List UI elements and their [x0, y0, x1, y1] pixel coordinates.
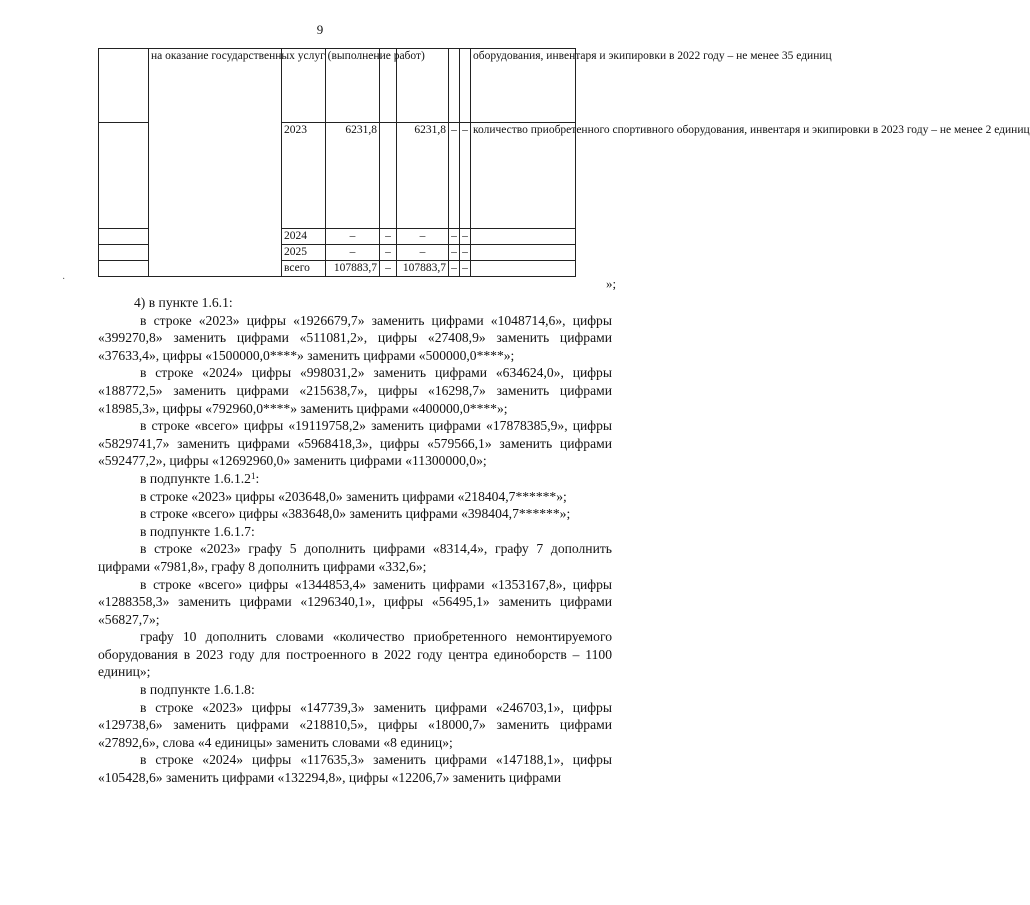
table-cell	[99, 49, 149, 123]
table-cell-dash: –	[326, 229, 380, 245]
paragraph-tail: :	[255, 470, 260, 486]
budget-table	[98, 48, 1030, 277]
amendment-text	[98, 294, 612, 787]
table-cell-total: 107883,7	[326, 261, 380, 277]
paragraph: в подпункте 1.6.1.8:	[140, 682, 255, 698]
table-cell	[471, 261, 576, 277]
table-cell-dash: –	[460, 123, 471, 229]
table-cell-year: 2024	[282, 229, 326, 245]
paragraph-text: в подпункте 1.6.1.2	[140, 470, 251, 486]
table-cell-dash: –	[380, 261, 397, 277]
table-cell-result: оборудования, инвентаря и экипировки в 2022 году – не менее 35 единиц	[471, 49, 576, 123]
paragraph: в строке «всего» цифры «1344853,4» заменить цифрами «1353167,8», цифры «1288358,3» заменить цифрами «1296340,1», цифры «56495,1» заменить цифрами «56827,7»;	[98, 576, 612, 627]
paragraph: в строке «2024» цифры «998031,2» заменить цифрами «634624,0», цифры «188772,5» заменить цифрами «215638,7», цифры «16298,7» заменить цифрами «18985,3», цифры «792960,0****» заменить цифрами «400000,0****»;	[98, 365, 612, 416]
table-cell	[99, 245, 149, 261]
table-cell-dash: –	[326, 245, 380, 261]
paragraph: в строке «всего» цифры «19119758,2» заменить цифрами «17878385,9», цифры «5829741,7» заменить цифрами «5968418,3», цифры «579566,1» заменить цифрами «592477,2», цифры «12692960,0» заменить цифрами «11300000,0»;	[98, 418, 612, 469]
table-cell-purpose: на оказание государственных услуг (выполнение работ)	[149, 49, 282, 277]
table-cell	[460, 49, 471, 123]
footnote-superscript: 1	[250, 470, 256, 481]
table-cell	[99, 261, 149, 277]
table-cell-dash: –	[449, 261, 460, 277]
paragraph: в строке «2023» цифры «147739,3» заменить цифрами «246703,1», цифры «129738,6» заменить цифрами «218810,5», цифры «18000,7» заменить цифрами «27892,6», слова «4 единицы» заменить словами «8 единиц»;	[98, 699, 612, 750]
page-number: 9	[316, 22, 324, 37]
table-cell-dash: –	[397, 245, 449, 261]
table-cell-year: 2025	[282, 245, 326, 261]
paragraph: в строке «2024» цифры «117635,3» заменить цифрами «147188,1», цифры «105428,6» заменить цифрами «132294,8», цифры «12206,7» заменить цифрами	[98, 752, 612, 786]
table-cell-total: 6231,8	[326, 123, 380, 229]
table-cell-dash: –	[380, 229, 397, 245]
table-cell-dash: –	[380, 245, 397, 261]
paragraph: в строке «2023» графу 5 дополнить цифрами «8314,4», графу 7 дополнить цифрами «7981,8», графу 8 дополнить цифрами «332,6»;	[98, 541, 612, 574]
paragraph: в строке «всего» цифры «383648,0» заменить цифрами «398404,7******»;	[140, 506, 571, 522]
table-cell	[380, 123, 397, 229]
table-cell-value: 107883,7	[397, 261, 449, 277]
paragraph: 4) в пункте 1.6.1:	[134, 295, 233, 310]
table-cell-result: количество приобретенного спортивного оборудования, инвентаря и экипировки в 2023 году – не менее 2 единиц	[471, 123, 576, 229]
paragraph: графу 10 дополнить словами «количество приобретенного немонтируемого оборудования в 2023 году для построенного в 2022 году центра единоборств – 1100 единиц»;	[98, 629, 612, 680]
table-row	[99, 49, 576, 123]
paragraph: в строке «2023» цифры «1926679,7» заменить цифрами «1048714,6», цифры «399270,8» заменить цифрами «511081,2», цифры «27408,9» заменить цифрами «37633,4», цифры «1500000,0****» заменить цифрами «500000,0****»;	[98, 312, 612, 363]
paragraph: в строке «2023» цифры «203648,0» заменить цифрами «218404,7******»;	[140, 488, 567, 504]
table-cell-year: 2023	[282, 123, 326, 229]
table-cell-dash: –	[449, 229, 460, 245]
table-cell-dash: –	[460, 245, 471, 261]
table-cell-dash: –	[460, 261, 471, 277]
table-cell	[449, 49, 460, 123]
table-cell-dash: –	[397, 229, 449, 245]
table-cell	[471, 245, 576, 261]
table-cell	[99, 123, 149, 229]
table-cell-year: всего	[282, 261, 326, 277]
paragraph	[98, 470, 612, 488]
table-cell-dash: –	[460, 229, 471, 245]
table-cell	[471, 229, 576, 245]
paragraph: в подпункте 1.6.1.7:	[140, 523, 255, 539]
stray-mark: ·	[62, 274, 66, 285]
table-cell-dash: –	[449, 245, 460, 261]
table-cell-value: 6231,8	[397, 123, 449, 229]
table-cell-dash: –	[449, 123, 460, 229]
table-cell	[99, 229, 149, 245]
closing-quote: »;	[606, 276, 617, 291]
